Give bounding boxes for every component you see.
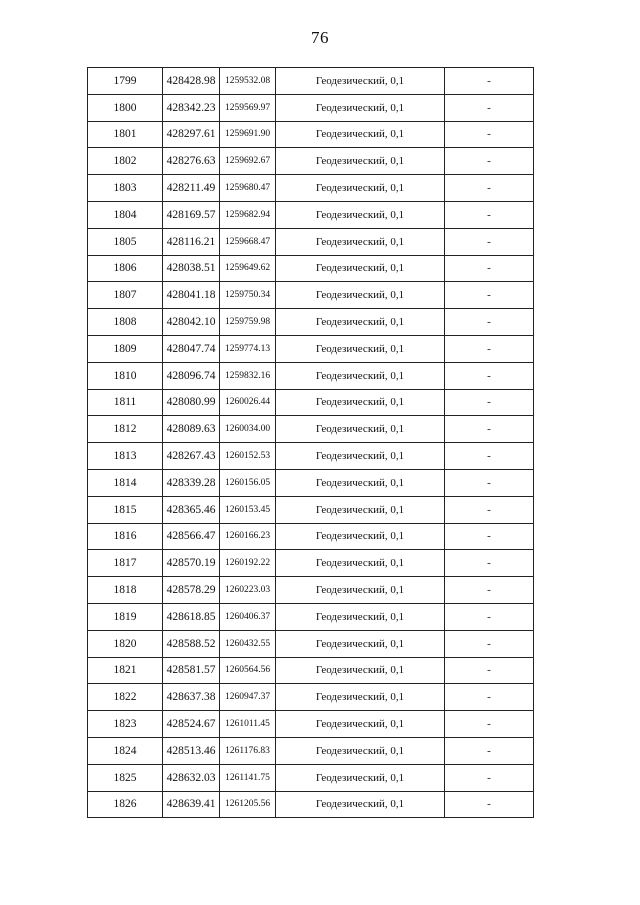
coordinate-y-cell: 1259832.16 bbox=[220, 362, 276, 389]
table-row bbox=[88, 737, 534, 764]
coordinate-y-cell: 1259691.90 bbox=[220, 121, 276, 148]
table-row bbox=[88, 523, 534, 550]
point-number-cell: 1813 bbox=[88, 443, 163, 470]
coordinate-y-cell: 1260034.00 bbox=[220, 416, 276, 443]
coordinate-x-cell: 428632.03 bbox=[163, 764, 220, 791]
point-number-cell: 1815 bbox=[88, 496, 163, 523]
coordinate-x-cell: 428169.57 bbox=[163, 201, 220, 228]
note-cell: - bbox=[445, 630, 534, 657]
method-accuracy-cell: Геодезический, 0,1 bbox=[276, 68, 445, 95]
table-row bbox=[88, 496, 534, 523]
coordinates-table bbox=[87, 67, 534, 818]
method-accuracy-cell: Геодезический, 0,1 bbox=[276, 764, 445, 791]
method-accuracy-cell: Геодезический, 0,1 bbox=[276, 603, 445, 630]
table-row bbox=[88, 148, 534, 175]
method-accuracy-cell: Геодезический, 0,1 bbox=[276, 550, 445, 577]
coordinate-x-cell: 428639.41 bbox=[163, 791, 220, 818]
note-cell: - bbox=[445, 335, 534, 362]
point-number-cell: 1802 bbox=[88, 148, 163, 175]
coordinate-x-cell: 428047.74 bbox=[163, 335, 220, 362]
note-cell: - bbox=[445, 416, 534, 443]
coordinate-x-cell: 428297.61 bbox=[163, 121, 220, 148]
table-row bbox=[88, 684, 534, 711]
note-cell: - bbox=[445, 469, 534, 496]
point-number-cell: 1809 bbox=[88, 335, 163, 362]
method-accuracy-cell: Геодезический, 0,1 bbox=[276, 496, 445, 523]
method-accuracy-cell: Геодезический, 0,1 bbox=[276, 443, 445, 470]
note-cell: - bbox=[445, 577, 534, 604]
method-accuracy-cell: Геодезический, 0,1 bbox=[276, 523, 445, 550]
point-number-cell: 1819 bbox=[88, 603, 163, 630]
table-row bbox=[88, 630, 534, 657]
note-cell: - bbox=[445, 550, 534, 577]
table-row bbox=[88, 121, 534, 148]
note-cell: - bbox=[445, 737, 534, 764]
coordinate-x-cell: 428637.38 bbox=[163, 684, 220, 711]
coordinate-y-cell: 1260156.05 bbox=[220, 469, 276, 496]
coordinate-x-cell: 428524.67 bbox=[163, 711, 220, 738]
method-accuracy-cell: Геодезический, 0,1 bbox=[276, 657, 445, 684]
method-accuracy-cell: Геодезический, 0,1 bbox=[276, 630, 445, 657]
coordinate-x-cell: 428566.47 bbox=[163, 523, 220, 550]
note-cell: - bbox=[445, 657, 534, 684]
method-accuracy-cell: Геодезический, 0,1 bbox=[276, 94, 445, 121]
point-number-cell: 1805 bbox=[88, 228, 163, 255]
table-row bbox=[88, 657, 534, 684]
coordinate-x-cell: 428096.74 bbox=[163, 362, 220, 389]
coordinate-y-cell: 1259774.13 bbox=[220, 335, 276, 362]
table-row bbox=[88, 175, 534, 202]
point-number-cell: 1803 bbox=[88, 175, 163, 202]
point-number-cell: 1824 bbox=[88, 737, 163, 764]
point-number-cell: 1814 bbox=[88, 469, 163, 496]
table-row bbox=[88, 711, 534, 738]
table-row bbox=[88, 550, 534, 577]
method-accuracy-cell: Геодезический, 0,1 bbox=[276, 309, 445, 336]
coordinate-y-cell: 1259750.34 bbox=[220, 282, 276, 309]
note-cell: - bbox=[445, 684, 534, 711]
method-accuracy-cell: Геодезический, 0,1 bbox=[276, 228, 445, 255]
coordinate-y-cell: 1260026.44 bbox=[220, 389, 276, 416]
method-accuracy-cell: Геодезический, 0,1 bbox=[276, 791, 445, 818]
method-accuracy-cell: Геодезический, 0,1 bbox=[276, 255, 445, 282]
point-number-cell: 1822 bbox=[88, 684, 163, 711]
note-cell: - bbox=[445, 121, 534, 148]
coordinate-x-cell: 428428.98 bbox=[163, 68, 220, 95]
coordinate-y-cell: 1261011.45 bbox=[220, 711, 276, 738]
point-number-cell: 1812 bbox=[88, 416, 163, 443]
note-cell: - bbox=[445, 309, 534, 336]
table-row bbox=[88, 201, 534, 228]
coordinates-table-body bbox=[88, 68, 534, 818]
note-cell: - bbox=[445, 282, 534, 309]
table-row bbox=[88, 309, 534, 336]
coordinate-x-cell: 428276.63 bbox=[163, 148, 220, 175]
coordinate-x-cell: 428342.23 bbox=[163, 94, 220, 121]
point-number-cell: 1816 bbox=[88, 523, 163, 550]
method-accuracy-cell: Геодезический, 0,1 bbox=[276, 201, 445, 228]
table-row bbox=[88, 362, 534, 389]
table-row bbox=[88, 443, 534, 470]
coordinate-x-cell: 428588.52 bbox=[163, 630, 220, 657]
coordinate-y-cell: 1260432.55 bbox=[220, 630, 276, 657]
note-cell: - bbox=[445, 496, 534, 523]
coordinate-x-cell: 428041.18 bbox=[163, 282, 220, 309]
coordinate-y-cell: 1260153.45 bbox=[220, 496, 276, 523]
coordinate-x-cell: 428578.29 bbox=[163, 577, 220, 604]
note-cell: - bbox=[445, 791, 534, 818]
coordinate-x-cell: 428365.46 bbox=[163, 496, 220, 523]
method-accuracy-cell: Геодезический, 0,1 bbox=[276, 711, 445, 738]
coordinate-y-cell: 1259532.08 bbox=[220, 68, 276, 95]
coordinate-y-cell: 1259759.98 bbox=[220, 309, 276, 336]
method-accuracy-cell: Геодезический, 0,1 bbox=[276, 362, 445, 389]
coordinate-x-cell: 428038.51 bbox=[163, 255, 220, 282]
coordinate-y-cell: 1259649.62 bbox=[220, 255, 276, 282]
table-row bbox=[88, 791, 534, 818]
note-cell: - bbox=[445, 603, 534, 630]
table-row bbox=[88, 94, 534, 121]
page-number: 76 bbox=[311, 28, 329, 47]
point-number-cell: 1807 bbox=[88, 282, 163, 309]
method-accuracy-cell: Геодезический, 0,1 bbox=[276, 684, 445, 711]
coordinate-y-cell: 1261205.56 bbox=[220, 791, 276, 818]
method-accuracy-cell: Геодезический, 0,1 bbox=[276, 416, 445, 443]
coordinate-x-cell: 428089.63 bbox=[163, 416, 220, 443]
coordinate-y-cell: 1261141.75 bbox=[220, 764, 276, 791]
method-accuracy-cell: Геодезический, 0,1 bbox=[276, 148, 445, 175]
table-row bbox=[88, 603, 534, 630]
coordinate-x-cell: 428042.10 bbox=[163, 309, 220, 336]
coordinate-x-cell: 428211.49 bbox=[163, 175, 220, 202]
point-number-cell: 1817 bbox=[88, 550, 163, 577]
table-row bbox=[88, 282, 534, 309]
table-row bbox=[88, 228, 534, 255]
point-number-cell: 1800 bbox=[88, 94, 163, 121]
coordinate-y-cell: 1260406.37 bbox=[220, 603, 276, 630]
note-cell: - bbox=[445, 443, 534, 470]
coordinate-y-cell: 1260223.03 bbox=[220, 577, 276, 604]
note-cell: - bbox=[445, 201, 534, 228]
note-cell: - bbox=[445, 68, 534, 95]
coordinate-x-cell: 428267.43 bbox=[163, 443, 220, 470]
point-number-cell: 1811 bbox=[88, 389, 163, 416]
point-number-cell: 1806 bbox=[88, 255, 163, 282]
point-number-cell: 1810 bbox=[88, 362, 163, 389]
table-row bbox=[88, 68, 534, 95]
coordinate-y-cell: 1260152.53 bbox=[220, 443, 276, 470]
point-number-cell: 1823 bbox=[88, 711, 163, 738]
coordinate-x-cell: 428513.46 bbox=[163, 737, 220, 764]
note-cell: - bbox=[445, 148, 534, 175]
method-accuracy-cell: Геодезический, 0,1 bbox=[276, 389, 445, 416]
coordinate-y-cell: 1259680.47 bbox=[220, 175, 276, 202]
point-number-cell: 1820 bbox=[88, 630, 163, 657]
point-number-cell: 1825 bbox=[88, 764, 163, 791]
note-cell: - bbox=[445, 94, 534, 121]
note-cell: - bbox=[445, 228, 534, 255]
coordinate-x-cell: 428570.19 bbox=[163, 550, 220, 577]
coordinate-y-cell: 1260166.23 bbox=[220, 523, 276, 550]
point-number-cell: 1818 bbox=[88, 577, 163, 604]
coordinate-x-cell: 428339.28 bbox=[163, 469, 220, 496]
coordinate-y-cell: 1260947.37 bbox=[220, 684, 276, 711]
coordinate-y-cell: 1261176.83 bbox=[220, 737, 276, 764]
table-row bbox=[88, 469, 534, 496]
point-number-cell: 1826 bbox=[88, 791, 163, 818]
note-cell: - bbox=[445, 175, 534, 202]
table-row bbox=[88, 389, 534, 416]
method-accuracy-cell: Геодезический, 0,1 bbox=[276, 577, 445, 604]
coordinate-y-cell: 1259668.47 bbox=[220, 228, 276, 255]
coordinate-y-cell: 1260192.22 bbox=[220, 550, 276, 577]
coordinate-x-cell: 428618.85 bbox=[163, 603, 220, 630]
note-cell: - bbox=[445, 764, 534, 791]
method-accuracy-cell: Геодезический, 0,1 bbox=[276, 121, 445, 148]
table-row bbox=[88, 764, 534, 791]
method-accuracy-cell: Геодезический, 0,1 bbox=[276, 335, 445, 362]
method-accuracy-cell: Геодезический, 0,1 bbox=[276, 282, 445, 309]
note-cell: - bbox=[445, 711, 534, 738]
coordinate-x-cell: 428080.99 bbox=[163, 389, 220, 416]
coordinate-x-cell: 428581.57 bbox=[163, 657, 220, 684]
coordinate-x-cell: 428116.21 bbox=[163, 228, 220, 255]
coordinate-y-cell: 1259682.94 bbox=[220, 201, 276, 228]
point-number-cell: 1804 bbox=[88, 201, 163, 228]
point-number-cell: 1808 bbox=[88, 309, 163, 336]
coordinate-y-cell: 1259692.67 bbox=[220, 148, 276, 175]
table-row bbox=[88, 335, 534, 362]
coordinate-y-cell: 1259569.97 bbox=[220, 94, 276, 121]
method-accuracy-cell: Геодезический, 0,1 bbox=[276, 737, 445, 764]
note-cell: - bbox=[445, 362, 534, 389]
method-accuracy-cell: Геодезический, 0,1 bbox=[276, 469, 445, 496]
note-cell: - bbox=[445, 255, 534, 282]
note-cell: - bbox=[445, 389, 534, 416]
point-number-cell: 1799 bbox=[88, 68, 163, 95]
point-number-cell: 1801 bbox=[88, 121, 163, 148]
method-accuracy-cell: Геодезический, 0,1 bbox=[276, 175, 445, 202]
point-number-cell: 1821 bbox=[88, 657, 163, 684]
note-cell: - bbox=[445, 523, 534, 550]
coordinate-y-cell: 1260564.56 bbox=[220, 657, 276, 684]
table-row bbox=[88, 416, 534, 443]
table-row bbox=[88, 255, 534, 282]
table-row bbox=[88, 577, 534, 604]
